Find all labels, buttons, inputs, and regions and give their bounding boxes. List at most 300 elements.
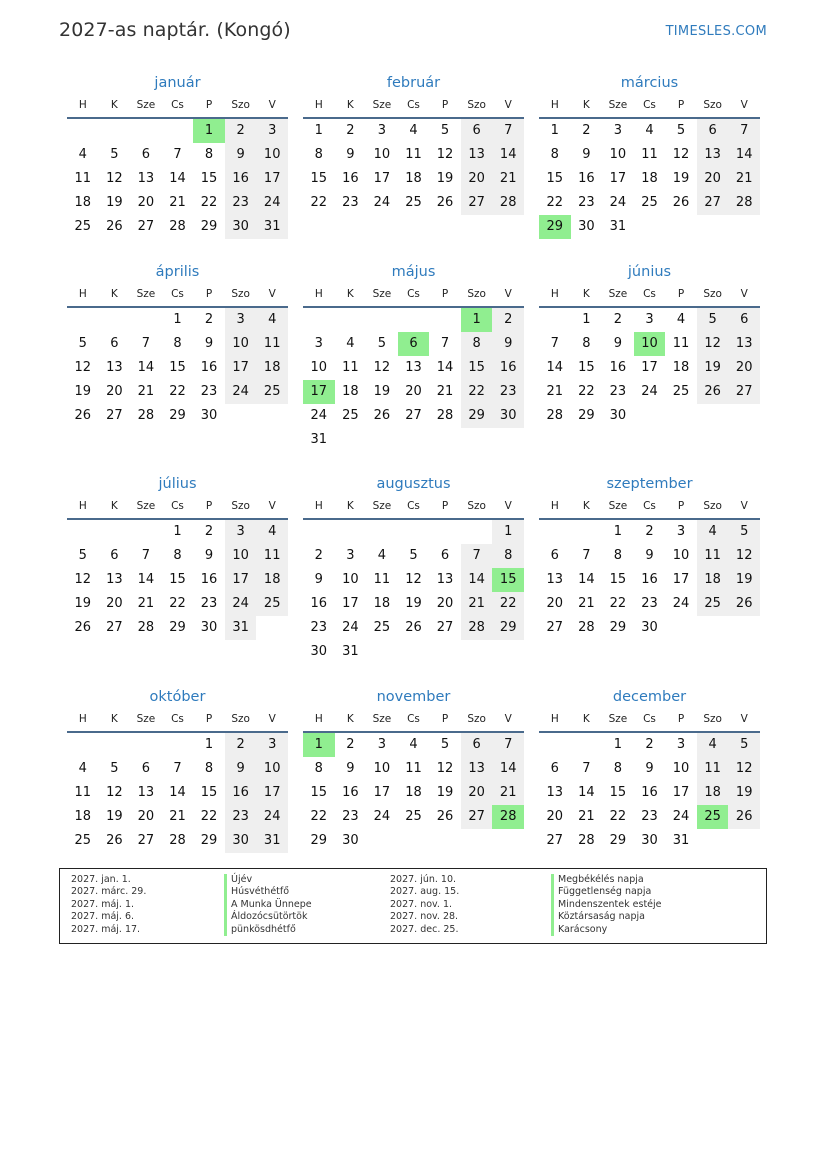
weekday-label: H [550,500,559,512]
day-cell: 13 [106,360,123,375]
weekday-label: V [268,713,276,725]
weekend-day-cell: 17 [256,167,288,191]
weekday-label: Cs [407,500,420,512]
day-cell: 9 [204,548,214,563]
day-cell: 8 [550,147,559,162]
weekday-label: Sze [372,288,392,300]
day-cell: 2 [645,737,654,752]
day-cell: 13 [436,572,454,587]
weekend-day-cell: 17 [225,568,257,592]
day-cell: 8 [314,147,323,162]
day-empty [571,733,603,757]
holiday-date: 2027. márc. 29. [71,886,147,898]
day-cell: 23 [200,596,218,611]
weekday-label: V [268,500,276,512]
holiday-day-cell: 29 [539,215,571,239]
weekday-label: V [504,288,512,300]
weekend-day-cell: 31 [256,829,288,853]
day-cell: 5 [110,761,119,776]
weekend-day-cell: 26 [728,592,760,616]
day-cell: 11 [74,785,92,800]
day-cell: 15 [200,785,218,800]
weekend-day-cell: 25 [697,592,729,616]
day-cell: 14 [546,360,564,375]
weekday-label: Szo [467,500,486,512]
day-cell: 6 [550,761,559,776]
weekday-label: H [78,713,87,725]
weekend-day-cell: 21 [728,167,760,191]
day-grid [539,308,760,428]
day-cell: 5 [78,548,87,563]
day-cell: 22 [310,195,328,210]
holiday-day-cell: 6 [398,332,430,356]
day-empty [67,520,99,544]
holiday-date: 2027. máj. 6. [71,911,135,923]
day-cell: 3 [346,548,355,563]
day-cell: 7 [141,336,151,351]
day-cell: 1 [613,737,623,752]
weekday-label: Szo [231,713,250,725]
weekend-day-cell: 13 [697,143,729,167]
day-cell: 30 [200,620,218,635]
legend-names-right [551,874,662,936]
day-cell: 1 [550,123,559,138]
day-cell: 1 [173,524,182,539]
weekend-day-cell: 28 [492,191,524,215]
day-cell: 28 [578,620,595,635]
weekend-day-cell: 26 [697,380,729,404]
weekend-day-cell: 19 [697,356,729,380]
day-cell: 5 [377,336,387,351]
weekday-label: H [78,288,87,300]
weekend-day-cell: 29 [492,616,524,640]
holiday-date: 2027. nov. 1. [390,898,453,910]
day-cell: 2 [204,312,214,327]
day-cell: 31 [672,833,690,848]
day-cell: 29 [169,620,186,635]
day-cell: 26 [436,809,454,824]
weekend-day-cell: 12 [728,544,760,568]
day-cell: 6 [550,548,559,563]
weekday-label: V [740,500,748,512]
weekday-label: Cs [171,99,184,111]
holiday-day-cell: 17 [303,380,335,404]
day-empty [461,520,493,544]
weekend-day-cell: 6 [697,119,729,143]
day-cell: 6 [141,147,151,162]
day-cell: 20 [405,384,422,399]
weekend-day-cell: 3 [225,308,257,332]
weekend-day-cell: 8 [461,332,493,356]
day-cell: 25 [405,195,422,210]
weekend-day-cell: 17 [225,356,257,380]
day-grid [539,119,760,239]
day-cell: 22 [609,596,627,611]
weekend-day-cell: 19 [728,568,760,592]
day-cell: 9 [582,147,591,162]
weekday-label: Szo [703,500,722,512]
weekday-header [539,94,760,119]
day-cell: 16 [609,360,627,375]
day-cell: 21 [169,809,186,824]
weekend-day-cell: 30 [225,215,257,239]
day-cell: 5 [110,147,119,162]
day-cell: 7 [173,147,182,162]
weekend-day-cell: 23 [492,380,524,404]
weekday-label: Szo [703,713,722,725]
month-title: március [620,75,679,91]
day-cell: 8 [613,761,623,776]
day-cell: 28 [137,620,155,635]
day-cell: 7 [582,761,591,776]
weekend-day-cell: 14 [728,143,760,167]
day-cell: 17 [342,596,359,611]
day-cell: 26 [373,408,391,423]
day-cell: 30 [342,833,359,848]
day-cell: 21 [137,384,155,399]
weekday-label: V [504,713,512,725]
weekend-day-cell: 14 [492,757,524,781]
day-cell: 15 [609,572,627,587]
holiday-date: 2027. dec. 25. [390,923,459,935]
day-empty [130,733,162,757]
weekday-label: Sze [608,500,628,512]
weekday-label: Cs [407,288,420,300]
day-cell: 5 [78,336,87,351]
day-cell: 3 [676,524,686,539]
weekday-label: P [677,99,685,111]
weekend-day-cell: 2 [225,119,257,143]
day-cell: 27 [106,408,123,423]
month-április [67,261,288,473]
holiday-name: pünkösdhétfő [224,924,312,936]
weekend-day-cell: 9 [225,757,257,781]
day-empty [539,308,571,332]
day-cell: 3 [645,312,654,327]
weekday-label: K [110,288,118,300]
day-empty [99,119,131,143]
weekend-day-cell: 4 [256,308,288,332]
day-cell: 12 [74,360,92,375]
weekday-label: Cs [171,713,184,725]
day-cell: 4 [676,312,686,327]
day-empty [162,119,194,143]
weekday-label: Szo [467,288,486,300]
day-cell: 18 [373,596,391,611]
day-cell: 25 [641,195,658,210]
month-június [539,261,760,473]
holiday-day-cell: 28 [492,805,524,829]
day-cell: 18 [74,195,92,210]
weekend-day-cell: 7 [461,544,493,568]
weekday-label: Cs [643,713,656,725]
day-cell: 27 [405,408,422,423]
day-cell: 26 [436,195,454,210]
weekday-label: Cs [171,500,184,512]
day-cell: 16 [342,785,359,800]
day-cell: 3 [377,123,387,138]
day-cell: 19 [405,596,422,611]
day-empty [398,308,430,332]
day-cell: 9 [346,147,355,162]
weekend-day-cell: 6 [461,733,493,757]
weekend-day-cell: 30 [225,829,257,853]
day-cell: 6 [110,336,119,351]
weekday-label: Sze [608,288,628,300]
day-cell: 13 [137,785,155,800]
weekend-day-cell: 12 [697,332,729,356]
weekday-label: Cs [643,288,656,300]
calendar-grid [67,72,760,899]
day-cell: 25 [342,408,359,423]
weekend-day-cell: 4 [697,733,729,757]
weekend-day-cell: 11 [256,544,288,568]
weekday-header [303,283,524,308]
day-cell: 17 [373,785,391,800]
weekend-day-cell: 20 [461,781,493,805]
day-cell: 15 [578,360,595,375]
month-title: január [154,75,201,91]
day-cell: 21 [137,596,155,611]
weekend-day-cell: 24 [256,191,288,215]
day-empty [335,520,367,544]
day-cell: 26 [672,195,690,210]
day-cell: 23 [200,384,218,399]
weekday-label: Szo [231,99,250,111]
day-cell: 8 [613,548,623,563]
day-grid [67,520,288,640]
day-cell: 16 [641,572,658,587]
day-cell: 10 [310,360,328,375]
day-cell: 14 [169,171,186,186]
day-cell: 28 [436,408,454,423]
day-cell: 22 [169,384,186,399]
day-empty [303,520,335,544]
weekend-day-cell: 16 [225,167,257,191]
day-cell: 19 [74,596,92,611]
day-cell: 22 [310,809,328,824]
day-cell: 12 [106,171,123,186]
day-grid [303,119,524,215]
weekend-day-cell: 7 [728,119,760,143]
weekday-label: P [677,288,685,300]
day-cell: 12 [106,785,123,800]
day-cell: 29 [578,408,595,423]
day-cell: 25 [373,620,391,635]
day-cell: 28 [137,408,155,423]
weekend-day-cell: 3 [256,119,288,143]
weekday-label: V [504,99,512,111]
weekday-label: V [740,288,748,300]
weekend-day-cell: 24 [225,592,257,616]
holiday-name: Köztársaság napja [551,911,662,923]
weekend-day-cell: 27 [697,191,729,215]
day-empty [130,308,162,332]
weekday-header [303,708,524,733]
day-cell: 29 [200,833,218,848]
day-cell: 20 [546,596,564,611]
day-cell: 24 [609,195,627,210]
day-cell: 19 [106,195,123,210]
day-cell: 15 [310,171,328,186]
day-empty [539,520,571,544]
day-cell: 18 [641,171,658,186]
weekend-day-cell: 16 [225,781,257,805]
weekday-label: K [582,99,590,111]
weekend-day-cell: 27 [461,805,493,829]
day-cell: 24 [373,809,391,824]
day-cell: 23 [578,195,595,210]
day-empty [303,308,335,332]
day-cell: 4 [377,548,387,563]
weekday-label: Szo [467,713,486,725]
weekend-day-cell: 5 [728,733,760,757]
weekend-day-cell: 7 [492,733,524,757]
weekend-day-cell: 18 [697,781,729,805]
day-cell: 6 [440,548,450,563]
day-cell: 4 [409,737,418,752]
day-cell: 22 [609,809,627,824]
weekend-day-cell: 11 [697,757,729,781]
day-grid [539,733,760,853]
weekend-day-cell: 4 [697,520,729,544]
day-empty [335,308,367,332]
day-cell: 16 [200,360,218,375]
day-cell: 4 [409,123,418,138]
day-cell: 24 [672,809,690,824]
day-cell: 29 [609,833,627,848]
weekday-label: Szo [703,288,722,300]
day-cell: 19 [74,384,92,399]
weekday-label: V [504,500,512,512]
day-cell: 12 [672,147,690,162]
day-cell: 6 [110,548,119,563]
day-cell: 25 [672,384,690,399]
month-május [303,261,524,473]
weekend-day-cell: 7 [492,119,524,143]
weekend-day-cell: 31 [225,616,257,640]
weekend-day-cell: 22 [461,380,493,404]
day-cell: 17 [609,171,627,186]
day-cell: 30 [641,833,658,848]
weekday-label: Sze [608,99,628,111]
weekday-label: K [346,713,354,725]
day-cell: 7 [550,336,559,351]
day-cell: 30 [200,408,218,423]
weekend-day-cell: 14 [492,143,524,167]
weekend-day-cell: 20 [697,167,729,191]
weekend-day-cell: 30 [492,404,524,428]
day-cell: 9 [613,336,623,351]
weekday-label: Sze [136,713,156,725]
day-cell: 23 [641,596,658,611]
day-cell: 2 [314,548,323,563]
weekend-day-cell: 27 [461,191,493,215]
day-cell: 25 [74,219,92,234]
day-cell: 24 [310,408,328,423]
weekend-day-cell: 2 [225,733,257,757]
weekday-label: Cs [643,500,656,512]
day-cell: 7 [141,548,151,563]
day-cell: 13 [546,572,564,587]
day-cell: 15 [169,572,186,587]
day-cell: 18 [74,809,92,824]
day-cell: 22 [200,195,218,210]
weekday-label: V [268,99,276,111]
day-cell: 28 [169,833,186,848]
weekend-day-cell: 21 [492,781,524,805]
day-cell: 14 [578,572,595,587]
weekend-day-cell: 6 [461,119,493,143]
holiday-date: 2027. máj. 17. [71,923,141,935]
day-cell: 10 [373,761,391,776]
weekend-day-cell: 21 [461,592,493,616]
weekend-day-cell: 20 [728,356,760,380]
weekday-label: P [205,500,213,512]
weekend-day-cell: 12 [728,757,760,781]
weekend-day-cell: 22 [492,592,524,616]
legend-dates-left [71,874,146,936]
month-március [539,72,760,261]
day-cell: 27 [546,620,564,635]
weekend-day-cell: 18 [256,568,288,592]
holiday-day-cell: 25 [697,805,729,829]
day-cell: 7 [582,548,591,563]
month-title: augusztus [376,476,451,492]
day-grid [67,119,288,239]
day-cell: 24 [373,195,391,210]
day-cell: 10 [342,572,359,587]
weekend-day-cell: 25 [256,592,288,616]
day-cell: 23 [609,384,627,399]
weekend-day-cell: 5 [697,308,729,332]
weekday-label: P [441,500,449,512]
day-empty [429,520,461,544]
weekday-label: Sze [372,99,392,111]
day-cell: 25 [74,833,92,848]
holiday-day-cell: 1 [303,733,335,757]
day-cell: 11 [74,171,92,186]
weekday-label: K [346,500,354,512]
weekday-label: P [677,713,685,725]
day-cell: 5 [440,737,450,752]
weekend-day-cell: 13 [728,332,760,356]
weekend-day-cell: 18 [256,356,288,380]
weekday-label: V [740,99,748,111]
weekday-label: Cs [407,713,420,725]
month-title: július [158,476,197,492]
day-grid [539,520,760,640]
day-cell: 2 [582,123,591,138]
day-cell: 29 [200,219,218,234]
weekday-label: Szo [467,99,486,111]
day-cell: 11 [641,147,658,162]
weekday-label: K [110,99,118,111]
day-cell: 4 [78,147,87,162]
weekend-day-cell: 9 [492,332,524,356]
day-cell: 30 [609,408,627,423]
weekend-day-cell: 25 [256,380,288,404]
brand-link[interactable]: TIMESLES.COM [665,24,767,39]
day-cell: 27 [546,833,564,848]
day-cell: 8 [204,761,214,776]
day-cell: 16 [578,171,595,186]
month-title: április [155,264,200,280]
day-empty [99,520,131,544]
holiday-day-cell: 10 [634,332,666,356]
day-cell: 15 [169,360,186,375]
day-cell: 11 [373,572,391,587]
